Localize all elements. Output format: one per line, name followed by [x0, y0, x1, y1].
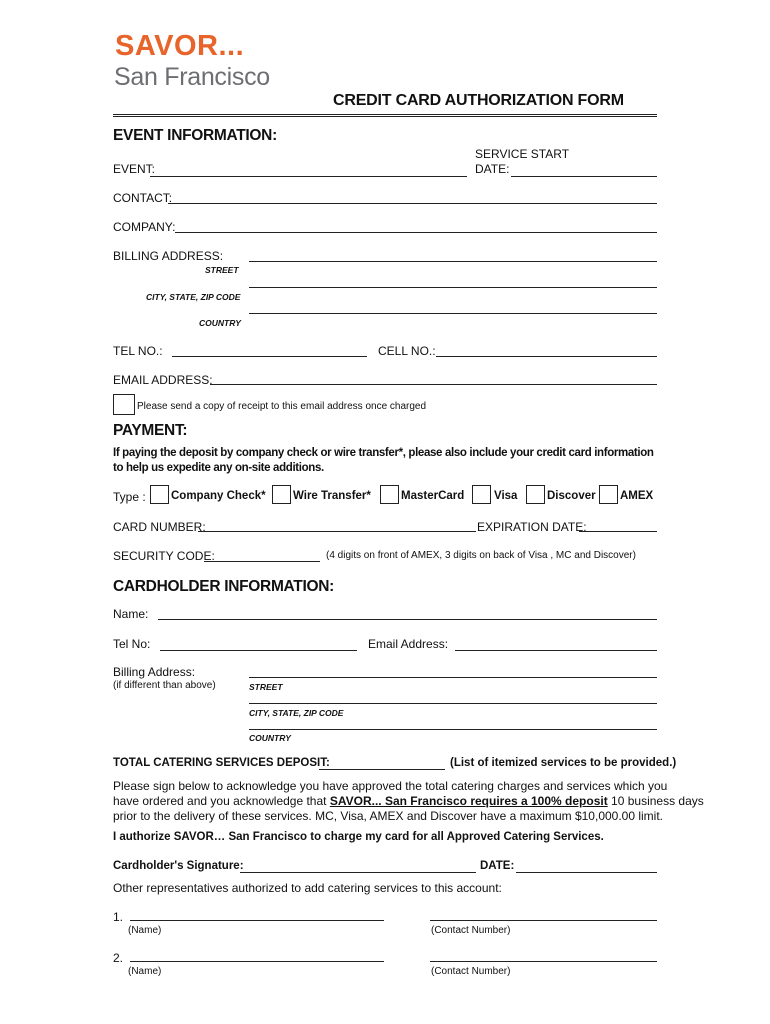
- rep-1-contact-field[interactable]: [430, 920, 657, 921]
- cell-label: CELL NO.:: [378, 344, 436, 358]
- logo-city: San Francisco: [114, 63, 270, 91]
- signature-field[interactable]: [240, 872, 476, 873]
- billing-street-field[interactable]: [249, 261, 657, 262]
- signature-label: Cardholder's Signature:: [113, 860, 244, 872]
- service-start-label: SERVICE START: [475, 147, 570, 161]
- signature-date-field[interactable]: [516, 872, 657, 873]
- cardholder-name-label: Name:: [113, 607, 149, 621]
- tel-label: TEL NO.:: [113, 344, 163, 358]
- street-caption: STREET: [205, 265, 239, 275]
- title-rule: [113, 114, 657, 117]
- cardholder-email-field[interactable]: [455, 650, 657, 651]
- receipt-checkbox[interactable]: [113, 394, 135, 415]
- billing-address-label: BILLING ADDRESS:: [113, 249, 224, 263]
- company-field[interactable]: [175, 232, 657, 233]
- cardholder-billing-label: Billing Address:: [113, 665, 196, 679]
- expiration-field[interactable]: [579, 531, 657, 532]
- cardholder-heading: CARDHOLDER INFORMATION:: [113, 578, 334, 595]
- amex-checkbox[interactable]: [599, 485, 618, 504]
- contact-field[interactable]: [168, 203, 657, 204]
- form-title: CREDIT CARD AUTHORIZATION FORM: [333, 92, 624, 109]
- cardholder-country-field[interactable]: [249, 729, 657, 730]
- rep-1-name-field[interactable]: [130, 920, 384, 921]
- rep-2-contact-field[interactable]: [430, 961, 657, 962]
- cardholder-email-label: Email Address:: [368, 637, 449, 651]
- ack-line-2: [113, 794, 704, 808]
- expiration-label: EXPIRATION DATE:: [477, 520, 587, 534]
- visa-checkbox[interactable]: [472, 485, 491, 504]
- event-label: EVENT:: [113, 162, 156, 176]
- cardholder-street-field[interactable]: [249, 677, 657, 678]
- rep-1-name-caption: (Name): [128, 925, 162, 936]
- mastercard-option: MasterCard: [401, 490, 465, 502]
- security-code-label: SECURITY CODE:: [113, 549, 215, 563]
- ack-line-2-text: have ordered and you acknowledge that: [113, 794, 330, 808]
- signature-date-label: DATE:: [480, 860, 515, 872]
- amex-option: AMEX: [620, 490, 654, 502]
- representatives-text: Other representatives authorized to add catering services to this account:: [113, 881, 502, 895]
- cardholder-street-caption: STREET: [249, 682, 283, 692]
- cardholder-tel-label: Tel No:: [113, 637, 151, 651]
- email-field[interactable]: [210, 384, 657, 385]
- card-number-field[interactable]: [198, 531, 476, 532]
- cardholder-billing-note: (if different than above): [113, 680, 216, 691]
- ack-line-2-tail: 10 business days: [607, 794, 704, 808]
- service-date-field[interactable]: [511, 176, 657, 177]
- city-caption: CITY, STATE, ZIP CODE: [146, 292, 241, 302]
- wire-transfer-option: Wire Transfer*: [293, 490, 371, 502]
- event-heading: EVENT INFORMATION:: [113, 127, 277, 144]
- contact-label: CONTACT:: [113, 191, 173, 205]
- rep-2-number: 2.: [113, 951, 124, 965]
- tel-field[interactable]: [172, 356, 367, 357]
- payment-note-2: to help us expedite any on-site additions.: [113, 462, 324, 474]
- card-number-label: CARD NUMBER:: [113, 520, 206, 534]
- discover-checkbox[interactable]: [526, 485, 545, 504]
- ack-line-1: Please sign below to acknowledge you have approved the total catering charges and services which you: [113, 779, 668, 793]
- discover-option: Discover: [547, 490, 596, 502]
- cardholder-tel-field[interactable]: [160, 650, 357, 651]
- security-code-field[interactable]: [204, 561, 320, 562]
- payment-note-1: If paying the deposit by company check or wire transfer*, please also include your credit card information: [113, 447, 654, 459]
- event-field[interactable]: [150, 176, 467, 177]
- type-label: Type :: [113, 490, 146, 504]
- billing-country-field[interactable]: [249, 313, 657, 314]
- rep-1-contact-caption: (Contact Number): [431, 925, 511, 936]
- mastercard-checkbox[interactable]: [380, 485, 399, 504]
- security-note: (4 digits on front of AMEX, 3 digits on back of Visa , MC and Discover): [326, 550, 636, 561]
- cardholder-name-field[interactable]: [158, 619, 657, 620]
- deposit-label: TOTAL CATERING SERVICES DEPOSIT:: [113, 757, 330, 769]
- wire-transfer-checkbox[interactable]: [272, 485, 291, 504]
- logo-brand: SAVOR...: [115, 30, 245, 62]
- receipt-text: Please send a copy of receipt to this email address once charged: [137, 401, 427, 412]
- deposit-field[interactable]: [319, 769, 445, 770]
- rep-1-number: 1.: [113, 910, 124, 924]
- email-label: EMAIL ADDRESS:: [113, 373, 213, 387]
- rep-2-name-field[interactable]: [130, 961, 384, 962]
- payment-heading: PAYMENT:: [113, 422, 188, 439]
- authorize-statement: I authorize SAVOR… San Francisco to charge my card for all Approved Catering Services.: [113, 831, 604, 843]
- cardholder-city-field[interactable]: [249, 703, 657, 704]
- deposit-requirement: SAVOR... San Francisco requires a 100% deposit: [329, 794, 608, 808]
- service-date-label: DATE:: [475, 162, 510, 176]
- rep-2-name-caption: (Name): [128, 966, 162, 977]
- visa-option: Visa: [494, 490, 518, 502]
- cardholder-city-caption: CITY, STATE, ZIP CODE: [249, 708, 344, 718]
- cell-field[interactable]: [436, 356, 657, 357]
- cardholder-country-caption: COUNTRY: [249, 733, 291, 743]
- company-label: COMPANY:: [113, 220, 176, 234]
- billing-city-field[interactable]: [249, 287, 657, 288]
- company-check-checkbox[interactable]: [150, 485, 169, 504]
- rep-2-contact-caption: (Contact Number): [431, 966, 511, 977]
- ack-line-3: prior to the delivery of these services. MC, Visa, AMEX and Discover have a maximum $10,000.00 limit.: [113, 809, 664, 823]
- country-caption: COUNTRY: [199, 318, 241, 328]
- deposit-note: (List of itemized services to be provided.): [450, 757, 677, 769]
- company-check-option: Company Check*: [171, 490, 266, 502]
